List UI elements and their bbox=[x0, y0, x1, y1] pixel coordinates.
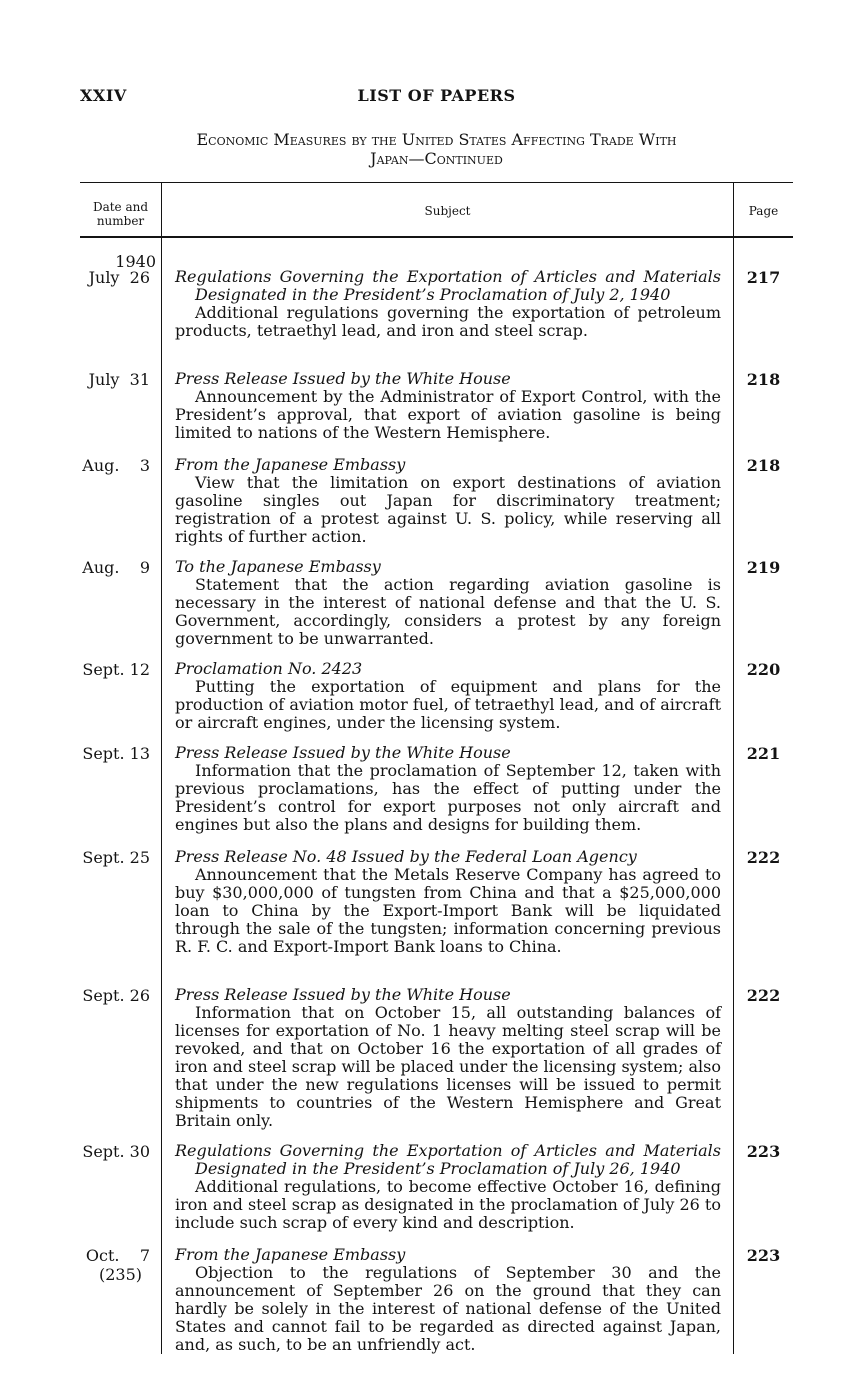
entry-date: Sept. 30 bbox=[82, 1142, 150, 1161]
entry-title: Press Release Issued by the White House bbox=[175, 985, 511, 1004]
entry-page: 222 bbox=[746, 848, 781, 867]
entry-title: Regulations Governing the Exportation of Articles and Materials Designated in the President’s Proclamation of July 26, 1940 bbox=[175, 1141, 721, 1178]
entry-date: Aug. 9 bbox=[82, 558, 150, 577]
entry-title: Regulations Governing the Exportation of Articles and Materials Designated in the President’s Proclamation of July 2, 1940 bbox=[175, 267, 721, 304]
entry-date: Sept. 13 bbox=[82, 744, 150, 763]
entry-subject bbox=[175, 456, 721, 546]
section-title bbox=[95, 130, 778, 168]
entry-title: To the Japanese Embassy bbox=[175, 557, 381, 576]
entry-subject bbox=[175, 660, 721, 732]
entry-title: Press Release No. 48 Issued by the Federal Loan Agency bbox=[175, 847, 637, 866]
page-number: XXIV bbox=[80, 86, 127, 105]
entry-subject bbox=[175, 848, 721, 956]
entry-page: 223 bbox=[746, 1246, 781, 1265]
section-title-line-1: Economic Measures by the United States Affecting Trade With bbox=[196, 130, 677, 149]
table-top-rule bbox=[80, 182, 793, 183]
entry-subject bbox=[175, 370, 721, 442]
entry-title: From the Japanese Embassy bbox=[175, 1245, 406, 1264]
entry-date: Sept. 26 bbox=[82, 986, 150, 1005]
entry-subject bbox=[175, 558, 721, 648]
entry-page: 219 bbox=[746, 558, 781, 577]
section-title-line-2: Japan—Continued bbox=[370, 149, 503, 168]
entry-date: Sept. 25 bbox=[82, 848, 150, 867]
entry-date: Aug. 3 bbox=[82, 456, 150, 475]
entry-title: Press Release Issued by the White House bbox=[175, 743, 511, 762]
running-head bbox=[80, 86, 793, 108]
entry-description: Announcement by the Administrator of Export Control, with the President’s approval, that export of aviation gasoline is being limited to nations of the Western Hemisphere. bbox=[175, 387, 721, 442]
entry-date: July 31 bbox=[88, 370, 150, 389]
entry-page: 218 bbox=[746, 370, 781, 389]
entry-page: 221 bbox=[746, 744, 781, 763]
year-label: 1940 bbox=[115, 252, 156, 271]
column-header-subject: Subject bbox=[424, 204, 471, 218]
entry-date: Sept. 12 bbox=[82, 660, 150, 679]
table-header-rule bbox=[80, 236, 793, 238]
entry-page: 220 bbox=[746, 660, 781, 679]
entry-subject bbox=[175, 744, 721, 834]
entry-page: 223 bbox=[746, 1142, 781, 1161]
column-header-date: Date and number bbox=[92, 200, 149, 228]
running-title: LIST OF PAPERS bbox=[357, 86, 516, 105]
column-divider-right bbox=[733, 182, 734, 1354]
entry-description: Information that on October 15, all outstanding balances of licenses for exportation of No. 1 heavy melting steel scrap will be revoked, and that on October 16 the exportation of all grades of iron and steel scrap will be placed under the licensing system; also that under the new regulations licenses will be issued to permit shipments to countries of the Western Hemisphere and Great Britain only. bbox=[175, 1003, 721, 1130]
entry-document-number: (235) bbox=[98, 1265, 142, 1284]
column-header-page: Page bbox=[748, 204, 779, 218]
column-divider-left bbox=[161, 182, 162, 1354]
entry-description: Announcement that the Metals Reserve Company has agreed to buy $30,000,000 of tungsten from China and that a $25,000,000 loan to China by the Export-Import Bank will be liquidated through the sale of the tungsten; information concerning previous R. F. C. and Export-Import Bank loans to China. bbox=[175, 865, 721, 956]
entry-subject bbox=[175, 1142, 721, 1232]
entry-description: Objection to the regulations of September 30 and the announcement of September 26 on the ground that they can hardly be solely in the interest of national defense of the United States and cannot fail to be regarded as directed against Japan, and, as such, to be an unfriendly act. bbox=[175, 1263, 721, 1354]
entry-title: Press Release Issued by the White House bbox=[175, 369, 511, 388]
entry-subject bbox=[175, 986, 721, 1130]
entry-description: View that the limitation on export destinations of aviation gasoline singles out Japan for discriminatory treatment; registration of a protest against U. S. policy, while reserving all rights of further action. bbox=[175, 473, 721, 546]
entry-description: Additional regulations, to become effective October 16, defining iron and steel scrap as designated in the proclamation of July 26 to include such scrap of every kind and description. bbox=[175, 1177, 721, 1232]
entry-date: Oct. 7 bbox=[85, 1246, 150, 1265]
entry-subject bbox=[175, 268, 721, 340]
entry-title: Proclamation No. 2423 bbox=[175, 659, 363, 678]
entry-date: July 26 bbox=[88, 268, 150, 287]
entry-description: Additional regulations governing the exportation of petroleum products, tetraethyl lead, and iron and steel scrap. bbox=[175, 303, 721, 340]
entry-subject bbox=[175, 1246, 721, 1354]
entry-page: 217 bbox=[746, 268, 781, 287]
entry-page: 218 bbox=[746, 456, 781, 475]
entry-description: Putting the exportation of equipment and plans for the production of aviation motor fuel, of tetraethyl lead, and of aircraft or aircraft engines, under the licensing system. bbox=[175, 677, 721, 732]
entry-title: From the Japanese Embassy bbox=[175, 455, 406, 474]
entry-description: Information that the proclamation of September 12, taken with previous proclamations, has the effect of putting under the President’s control for export purposes not only aircraft and engines but also the plans and designs for building them. bbox=[175, 761, 721, 834]
entry-description: Statement that the action regarding aviation gasoline is necessary in the interest of national defense and that the U. S. Government, accordingly, considers a protest by any foreign government to be unwarranted. bbox=[175, 575, 721, 648]
entry-page: 222 bbox=[746, 986, 781, 1005]
